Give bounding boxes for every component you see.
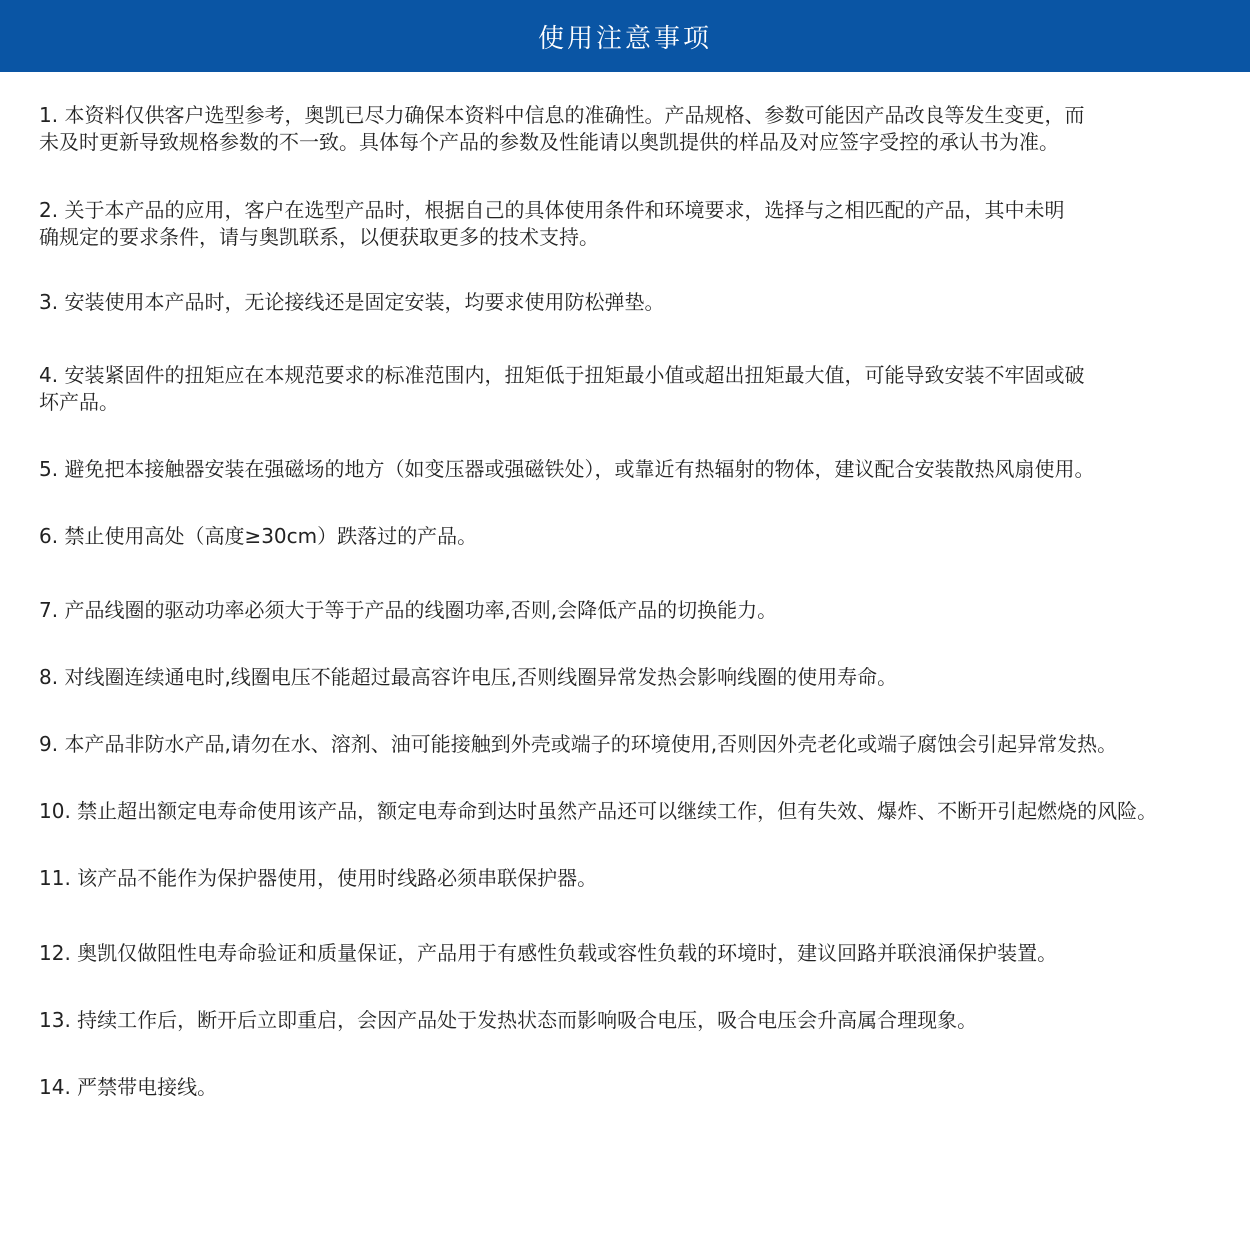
note-item — [39, 362, 1250, 416]
note-line: 1. 本资料仅供客户选型参考，奥凯已尽力确保本资料中信息的准确性。产品规格、参数可能因产品改良等发生变更，而 — [39, 103, 1085, 127]
note-line: 2. 关于本产品的应用，客户在选型产品时，根据自己的具体使用条件和环境要求，选择与之相匹配的产品，其中未明 — [39, 198, 1065, 222]
note-item — [39, 940, 1250, 967]
note-line: 14. 严禁带电接线。 — [39, 1075, 218, 1099]
note-item — [39, 798, 1250, 825]
note-line: 10. 禁止超出额定电寿命使用该产品，额定电寿命到达时虽然产品还可以继续工作，但有失效、爆炸、不断开引起燃烧的风险。 — [39, 799, 1158, 823]
note-line: 5. 避免把本接触器安装在强磁场的地方（如变压器或强磁铁处），或靠近有热辐射的物体，建议配合安装散热风扇使用。 — [39, 457, 1095, 481]
note-item — [39, 664, 1250, 691]
note-line: 坏产品。 — [39, 390, 119, 414]
note-line: 9. 本产品非防水产品,请勿在水、溶剂、油可能接触到外壳或端子的环境使用,否则因外壳老化或端子腐蚀会引起异常发热。 — [39, 732, 1118, 756]
note-item — [39, 289, 1250, 316]
note-item — [39, 197, 1250, 251]
note-line: 7. 产品线圈的驱动功率必须大于等于产品的线圈功率,否则,会降低产品的切换能力。 — [39, 598, 778, 622]
note-item — [39, 597, 1250, 624]
note-line: 8. 对线圈连续通电时,线圈电压不能超过最高容许电压,否则线圈异常发热会影响线圈的使用寿命。 — [39, 665, 898, 689]
note-item — [39, 1007, 1250, 1034]
note-item — [39, 523, 1250, 550]
note-line: 13. 持续工作后，断开后立即重启，会因产品处于发热状态而影响吸合电压，吸合电压会升高属合理现象。 — [39, 1008, 978, 1032]
note-line: 3. 安装使用本产品时，无论接线还是固定安装，均要求使用防松弹垫。 — [39, 290, 665, 314]
note-line: 4. 安装紧固件的扭矩应在本规范要求的标准范围内，扭矩低于扭矩最小值或超出扭矩最大值，可能导致安装不牢固或破 — [39, 363, 1085, 387]
note-item — [39, 456, 1250, 483]
note-item — [39, 865, 1250, 892]
note-line: 6. 禁止使用高处（高度≥30cm）跌落过的产品。 — [39, 524, 478, 548]
note-item — [39, 731, 1250, 758]
page-title: 使用注意事项 — [537, 23, 712, 54]
note-item — [39, 102, 1250, 156]
note-line: 11. 该产品不能作为保护器使用，使用时线路必须串联保护器。 — [39, 866, 598, 890]
note-item — [39, 1074, 1250, 1101]
note-line: 12. 奥凯仅做阻性电寿命验证和质量保证，产品用于有感性负载或容性负载的环境时，建议回路并联浪涌保护装置。 — [39, 941, 1058, 965]
note-line: 未及时更新导致规格参数的不一致。具体每个产品的参数及性能请以奥凯提供的样品及对应签字受控的承认书为准。 — [39, 130, 1059, 154]
note-line: 确规定的要求条件，请与奥凯联系，以便获取更多的技术支持。 — [39, 225, 599, 249]
